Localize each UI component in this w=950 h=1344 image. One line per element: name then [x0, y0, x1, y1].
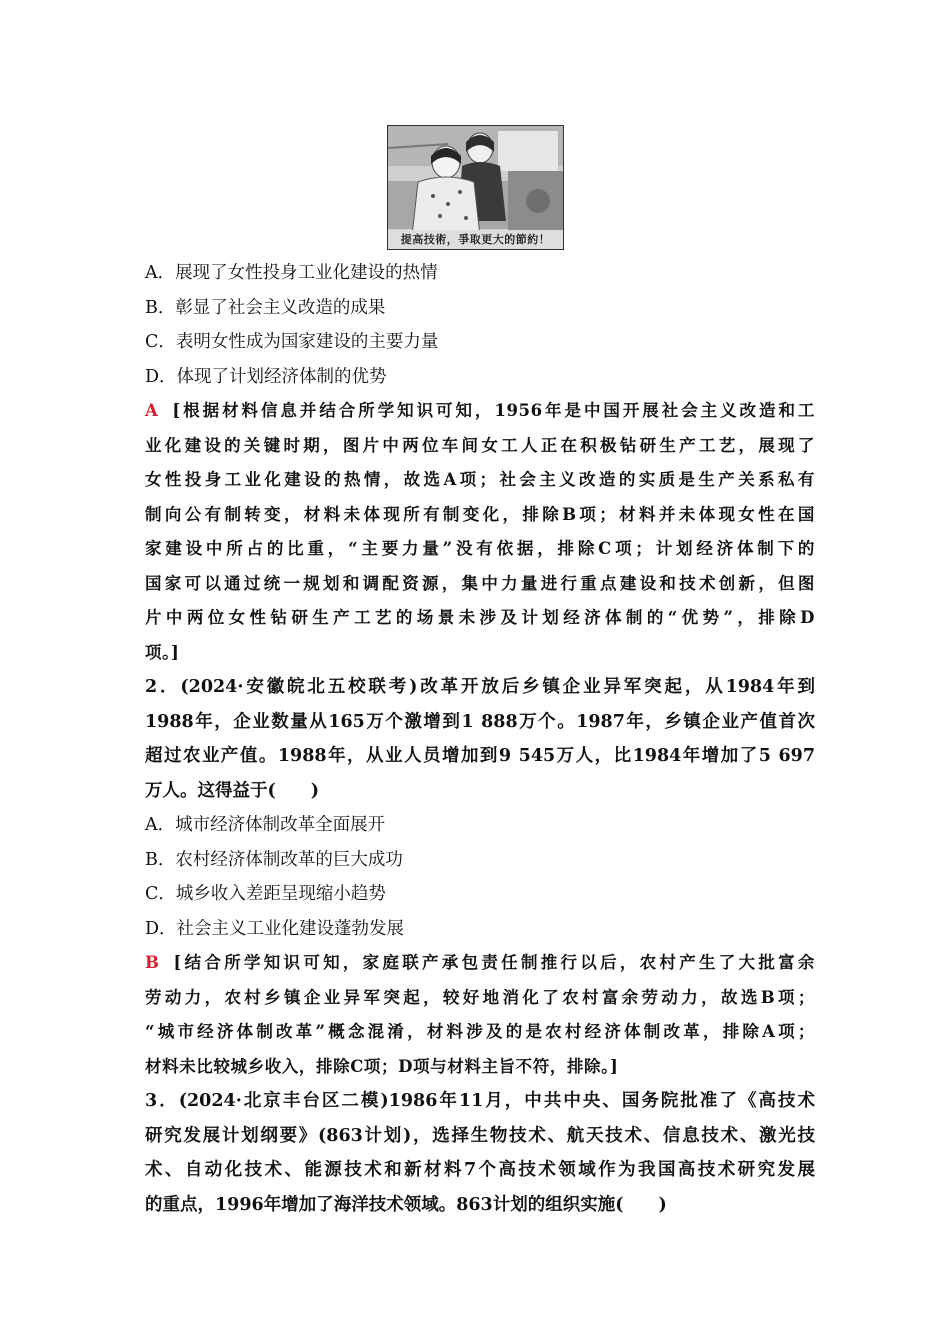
q1-explanation-line: 片中两位女性钻研生产工艺的场景未涉及计划经济体制的“优势”，排除D	[145, 608, 815, 627]
q1-option-c: C．表明女性成为国家建设的主要力量	[145, 332, 439, 352]
q2-stem-line: 超过农业产值。1988年，从业人员增加到9 545万人，比1984年增加了5 697	[145, 746, 815, 766]
q1-answer-letter: A	[145, 401, 159, 420]
poster-image	[387, 125, 564, 250]
q2-stem-line: 万人。这得益于( )	[145, 780, 320, 801]
q2-stem-line: 1988年，企业数量从165万个激增到1 888万个。1987年，乡镇企业产值首次	[145, 711, 815, 732]
q2-explanation-line	[145, 946, 815, 981]
q2-explanation-line: “城市经济体制改革”概念混淆，材料涉及的是农村经济体制改革，排除A项；	[145, 1022, 815, 1041]
q2-option-a: A．城市经济体制改革全面展开	[145, 815, 386, 835]
q3-stem-line: 的重点，1996年增加了海洋技术领域。863计划的组织实施( )	[145, 1194, 667, 1215]
q2-stem-line: 2．(2024·安徽皖北五校联考)改革开放后乡镇企业异军突起，从1984年到	[145, 677, 815, 697]
q1-option-b: B．彰显了社会主义改造的成果	[145, 297, 386, 318]
q1-explanation-line: 项。]	[145, 642, 180, 662]
q1-explanation-text: [根据材料信息并结合所学知识可知，1956年是中国开展社会主义改造和工	[172, 401, 815, 420]
question-content	[145, 256, 815, 1222]
q1-explanation-line: 国家可以通过统一规划和调配资源，集中力量进行重点建设和技术创新，但图	[145, 573, 815, 593]
q3-stem-line: 术、自动化技术、能源技术和新材料7个高技术领域作为我国高技术研究发展	[145, 1160, 815, 1180]
q1-explanation-line: 女性投身工业化建设的热情，故选A项；社会主义改造的实质是生产关系私有	[145, 470, 815, 489]
q1-option-d: D．体现了计划经济体制的优势	[145, 366, 387, 387]
q3-stem-line: 3．(2024·北京丰台区二模)1986年11月，中共中央、国务院批准了《高技术	[145, 1091, 815, 1111]
q1-explanation-line: 制向公有制转变，材料未体现所有制变化，排除B项；材料并未体现女性在国	[145, 504, 815, 524]
q1-explanation-line: 家建设中所占的比重，“主要力量”没有依据，排除C项；计划经济体制下的	[145, 539, 815, 558]
q1-explanation-line: 业化建设的关键时期，图片中两位车间女工人正在积极钻研生产工艺，展现了	[145, 435, 815, 455]
q2-answer-letter: B	[145, 953, 160, 972]
q1-explanation-line	[145, 394, 815, 429]
q2-option-c: C．城乡收入差距呈现缩小趋势	[145, 884, 386, 904]
q2-explanation-line: 材料未比较城乡收入，排除C项；D项与材料主旨不符，排除。]	[145, 1056, 619, 1076]
q1-option-a: A．展现了女性投身工业化建设的热情	[145, 263, 438, 283]
q2-option-d: D．社会主义工业化建设蓬勃发展	[145, 918, 405, 939]
q2-option-b: B．农村经济体制改革的巨大成功	[145, 849, 403, 870]
q2-explanation-line: 劳动力，农村乡镇企业异军突起，较好地消化了农村富余劳动力，故选B项；	[145, 987, 815, 1007]
q3-stem-line: 研究发展计划纲要》(863计划)，选择生物技术、航天技术、信息技术、激光技	[145, 1125, 815, 1146]
q2-explanation-text: [结合所学知识可知，家庭联产承包责任制推行以后，农村产生了大批富余	[173, 953, 815, 972]
poster-caption: 提高技術，爭取更大的節約！	[400, 233, 551, 246]
